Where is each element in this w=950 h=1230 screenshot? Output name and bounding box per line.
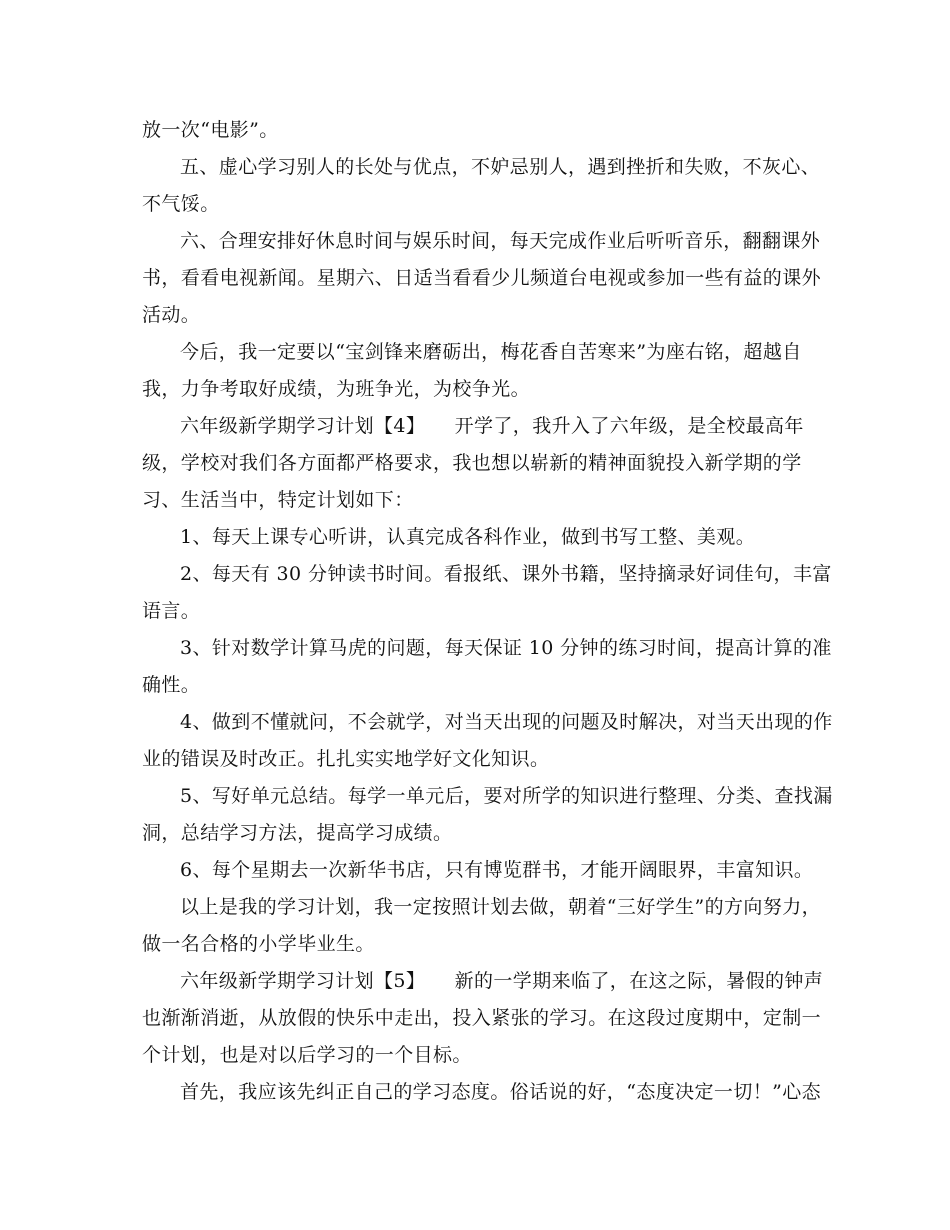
text-line: 级，学校对我们各方面都严格要求，我也想以崭新的精神面貌投入新学期的学 bbox=[142, 452, 802, 474]
text-line: 确性。 bbox=[142, 674, 201, 696]
text-line: 六、合理安排好休息时间与娱乐时间，每天完成作业后听听音乐，翻翻课外 bbox=[180, 230, 821, 252]
text-line: 首先，我应该先纠正自己的学习态度。俗话说的好，“态度决定一切！”心态 bbox=[180, 1081, 822, 1103]
list-item-line: 4、做到不懂就问，不会就学，对当天出现的问题及时解决，对当天出现的作 bbox=[180, 711, 833, 733]
text-line: 今后，我一定要以“宝剑锋来磨砺出，梅花香自苦寒来”为座右铭，超越自 bbox=[180, 341, 802, 363]
list-item-line: 6、每个星期去一次新华书店，只有博览群书，才能开阔眼界，丰富知识。 bbox=[180, 859, 814, 881]
text-line: 以上是我的学习计划，我一定按照计划去做，朝着“三好学生”的方向努力， bbox=[180, 896, 822, 918]
text-line: 活动。 bbox=[142, 304, 201, 326]
list-item-line: 1、每天上课专心听讲，认真完成各科作业，做到书写工整、美观。 bbox=[180, 526, 756, 548]
text-line: 五、虚心学习别人的长处与优点，不妒忌别人，遇到挫折和失败，不灰心、 bbox=[180, 156, 821, 178]
text-line: 业的错误及时改正。扎扎实实地学好文化知识。 bbox=[142, 748, 550, 770]
section-heading-line: 六年级新学期学习计划【5】 新的一学期来临了，在这之际，暑假的钟声 bbox=[180, 970, 824, 992]
text-line: 书，看看电视新闻。星期六、日适当看看少儿频道台电视或参加一些有益的课外 bbox=[142, 267, 822, 289]
document-body bbox=[142, 112, 833, 1111]
list-item-line: 3、针对数学计算马虎的问题，每天保证 10 分钟的练习时间，提高计算的准 bbox=[180, 637, 832, 659]
text-line: 不气馁。 bbox=[142, 193, 220, 215]
list-item-line: 5、写好单元总结。每学一单元后，要对所学的知识进行整理、分类、查找漏 bbox=[180, 785, 833, 807]
text-line: 放一次“电影”。 bbox=[142, 119, 279, 141]
text-line: 我，力争考取好成绩，为班争光，为校争光。 bbox=[142, 378, 531, 400]
text-line: 习、生活当中，特定计划如下： bbox=[142, 489, 414, 511]
text-line: 个计划，也是对以后学习的一个目标。 bbox=[142, 1044, 472, 1066]
list-item-line: 2、每天有 30 分钟读书时间。看报纸、课外书籍，坚持摘录好词佳句，丰富 bbox=[180, 563, 832, 585]
text-line: 语言。 bbox=[142, 600, 201, 622]
text-line: 做一名合格的小学毕业生。 bbox=[142, 933, 375, 955]
section-heading-line: 六年级新学期学习计划【4】 开学了，我升入了六年级，是全校最高年 bbox=[180, 415, 804, 437]
text-line: 也渐渐消逝，从放假的快乐中走出，投入紧张的学习。在这段过度期中，定制一 bbox=[142, 1007, 822, 1029]
text-line: 洞，总结学习方法，提高学习成绩。 bbox=[142, 822, 453, 844]
